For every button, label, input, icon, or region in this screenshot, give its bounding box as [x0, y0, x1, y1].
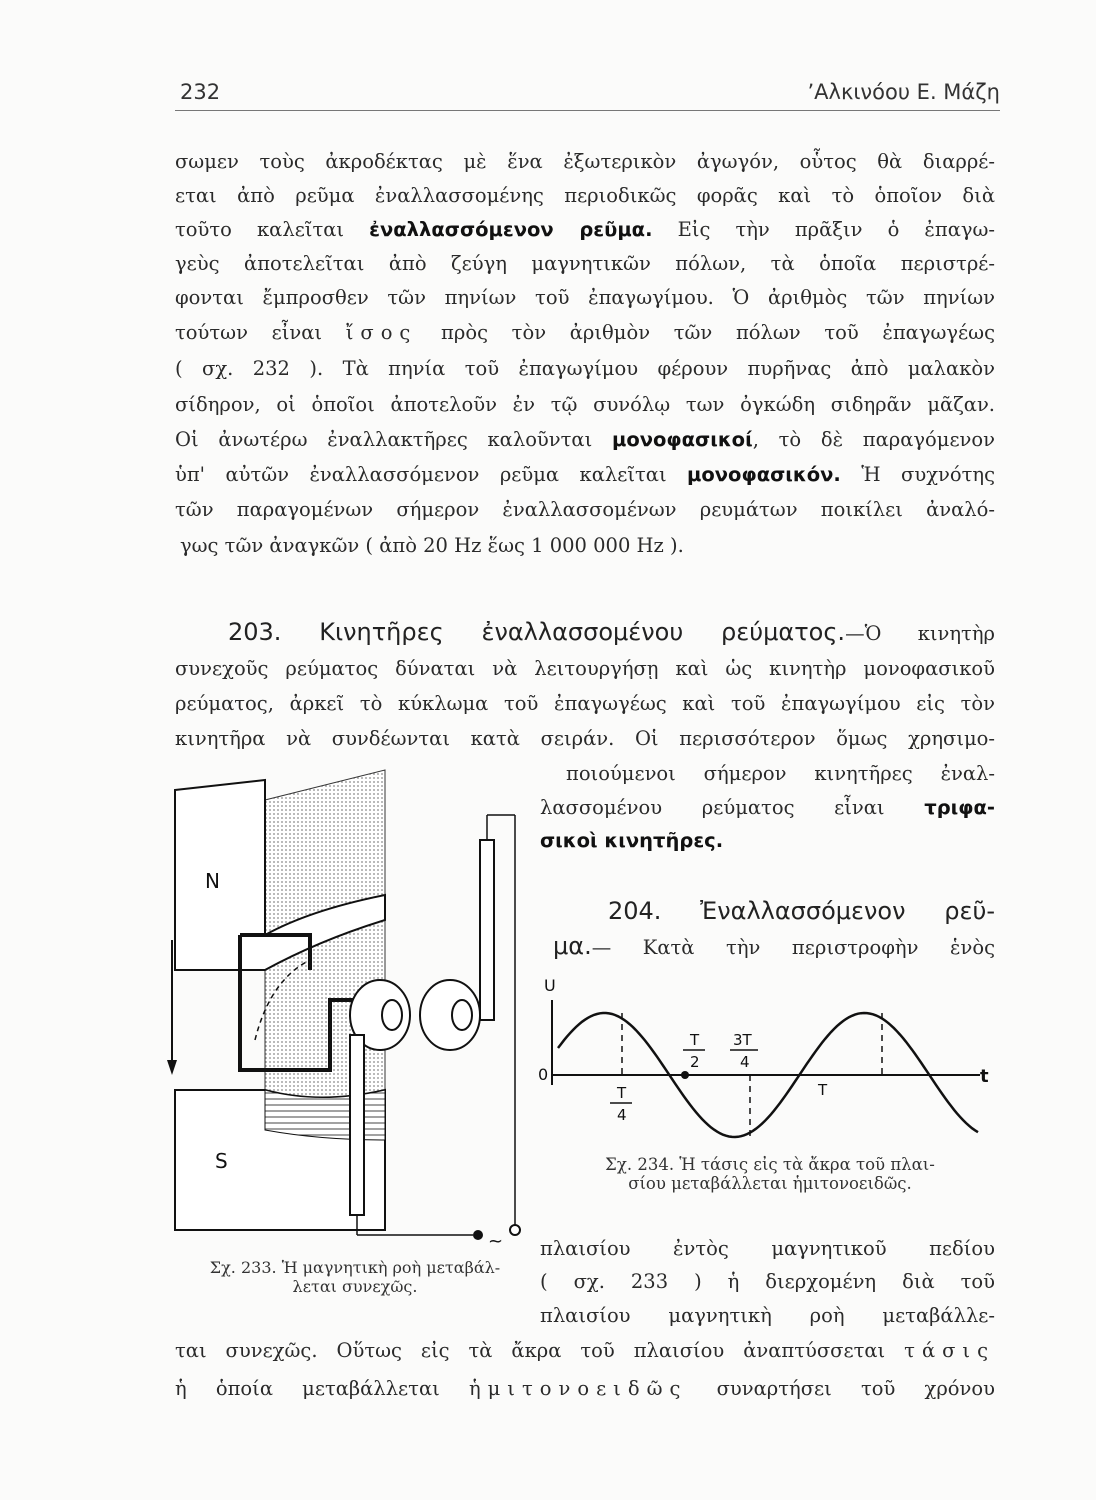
- text-line: ποιούμενοι σήμερον κινητῆρες ἐναλ-: [566, 762, 995, 785]
- label-t: t: [980, 1066, 989, 1087]
- label-0: 0: [538, 1065, 549, 1084]
- svg-text:4: 4: [740, 1053, 750, 1071]
- terminal: [510, 1225, 520, 1235]
- text-line: ἡ ὁποία μεταβάλλεται ἡμιτονοειδῶς συναρτήσει τοῦ χρόνου: [175, 1377, 995, 1400]
- text-line: σωμεν τοὺς ἀκροδέκτας μὲ ἕνα ἐξωτερικὸν ἀγωγόν, οὗτος θὰ διαρρέ-: [175, 150, 995, 173]
- text-line: γως τῶν ἀναγκῶν ( ἀπὸ 20 Hz ἕως 1 000 000 Hz ).: [180, 534, 684, 557]
- text-line: λασσομένου ρεύματος εἶναι τριφα-: [540, 796, 995, 819]
- running-header-author: ʼΑλκινόου Ε. Μάζη: [807, 80, 1000, 104]
- text-line: γεὺς ἀποτελεῖται ἀπὸ ζεύγη μαγνητικῶν πόλων, τὰ ὁποῖα περιστρέ-: [175, 252, 995, 275]
- text-line: τοῦτο καλεῖται ἐναλλασσόμενον ρεῦμα. Εἰς τὴν πρᾶξιν ὁ ἐπαγω-: [175, 218, 996, 241]
- header-rule: [175, 110, 1000, 111]
- text-line: μα.— Κατὰ τὴν περιστροφὴν ἑνὸς: [553, 932, 995, 960]
- text-line: ρεύματος, ἀρκεῖ τὸ κύκλωμα τοῦ ἐπαγωγέως καὶ τοῦ ἐπαγωγίμου εἰς τὸν: [175, 692, 995, 715]
- svg-text:4: 4: [617, 1106, 627, 1124]
- text-line: ται συνεχῶς. Οὕτως εἰς τὰ ἄκρα τοῦ πλαισίου ἀναπτύσσεται τάσις: [175, 1339, 995, 1362]
- label-u: U: [544, 976, 556, 995]
- text-line: τούτων εἶναι ἴσος πρὸς τὸν ἀριθμὸν τῶν πόλων τοῦ ἐπαγωγέως: [175, 321, 995, 344]
- label-t-over-4: T: [617, 1084, 627, 1102]
- label-3t-over-4: 3T: [733, 1031, 752, 1049]
- label-south: S: [215, 1149, 228, 1173]
- text-line: σικοὶ κινητῆρες.: [540, 829, 724, 852]
- bold-term: μονοφασικοί: [611, 428, 753, 451]
- page-number: 232: [180, 80, 221, 104]
- figure-234-caption: Σχ. 234. Ἡ τάσις εἰς τὰ ἄκρα τοῦ πλαι- σίου μεταβάλλεται ἡμιτονοειδῶς.: [605, 1155, 935, 1193]
- label-period: T: [818, 1081, 828, 1099]
- brush: [350, 1035, 364, 1215]
- svg-text:2: 2: [690, 1053, 700, 1071]
- text-line: Οἱ ἀνωτέρω ἐναλλακτῆρες καλοῦνται μονοφασικοί, τὸ δὲ παραγόμενον: [175, 428, 996, 451]
- zero-crossing-dot: [681, 1071, 689, 1079]
- brush: [480, 840, 494, 1020]
- text-line: εται ἀπὸ ρεῦμα ἐναλλασσομένης περιοδικῶς φορᾶς καὶ τὸ ὁποῖον διὰ: [175, 184, 995, 207]
- figure-234-sine-graph: [530, 975, 1000, 1145]
- label-north: N: [205, 869, 220, 893]
- bold-term: μονοφασικόν.: [687, 463, 841, 486]
- section-203-heading: 203. Κινητῆρες ἐναλλασσομένου ρεύματος.—Ὁ κινητὴρ: [228, 618, 995, 646]
- label-ac: ~: [488, 1231, 504, 1250]
- text-line: συνεχοῦς ρεύματος δύναται νὰ λειτουργήσῃ καὶ ὡς κινητὴρ μονοφασικοῦ: [175, 657, 995, 680]
- text-line: φονται ἔμπροσθεν τῶν πηνίων τοῦ ἐπαγωγίμου. Ὁ ἀριθμὸς τῶν πηνίων: [175, 286, 995, 309]
- text-line: ( σχ. 232 ). Τὰ πηνία τοῦ ἐπαγωγίμου φέρουν πυρῆνας ἀπὸ μαλακὸν: [175, 357, 995, 380]
- text-line: ( σχ. 233 ) ἡ διερχομένη διὰ τοῦ: [540, 1270, 995, 1293]
- spaced-term: ἴσος: [345, 321, 418, 344]
- text-line: τῶν παραγομένων σήμερον ἐναλλασσομένων ρευμάτων ποικίλει ἀναλό-: [175, 498, 995, 521]
- bold-term: ἐναλλασσόμενον ρεῦμα.: [369, 218, 653, 241]
- figure-233-caption: Σχ. 233. Ἡ μαγνητικὴ ροὴ μεταβάλ- λεται συνεχῶς.: [209, 1258, 501, 1296]
- terminal: [473, 1230, 483, 1240]
- label-t-over-2: T: [690, 1031, 700, 1049]
- figure-233-generator-diagram: [160, 760, 540, 1250]
- text-line: ὑπ' αὐτῶν ἐναλλασσόμενον ρεῦμα καλεῖται μονοφασικόν. Ἡ συχνότης: [175, 463, 995, 486]
- section-204-heading: 204. Ἐναλλασσόμενον ρεῦ-: [608, 897, 995, 925]
- text-line: πλαισίου μαγνητικὴ ροὴ μεταβάλλε-: [540, 1304, 995, 1327]
- text-line: πλαισίου ἐντὸς μαγνητικοῦ πεδίου: [540, 1237, 995, 1260]
- text-line: σίδηρον, οἱ ὁποῖοι ἀποτελοῦν ἐν τῷ συνόλῳ των ὀγκώδη σιδηρᾶν μᾶζαν.: [175, 393, 995, 416]
- text-line: κινητῆρα νὰ συνδέωνται κατὰ σειράν. Οἱ περισσότερον ὅμως χρησιμο-: [175, 727, 995, 750]
